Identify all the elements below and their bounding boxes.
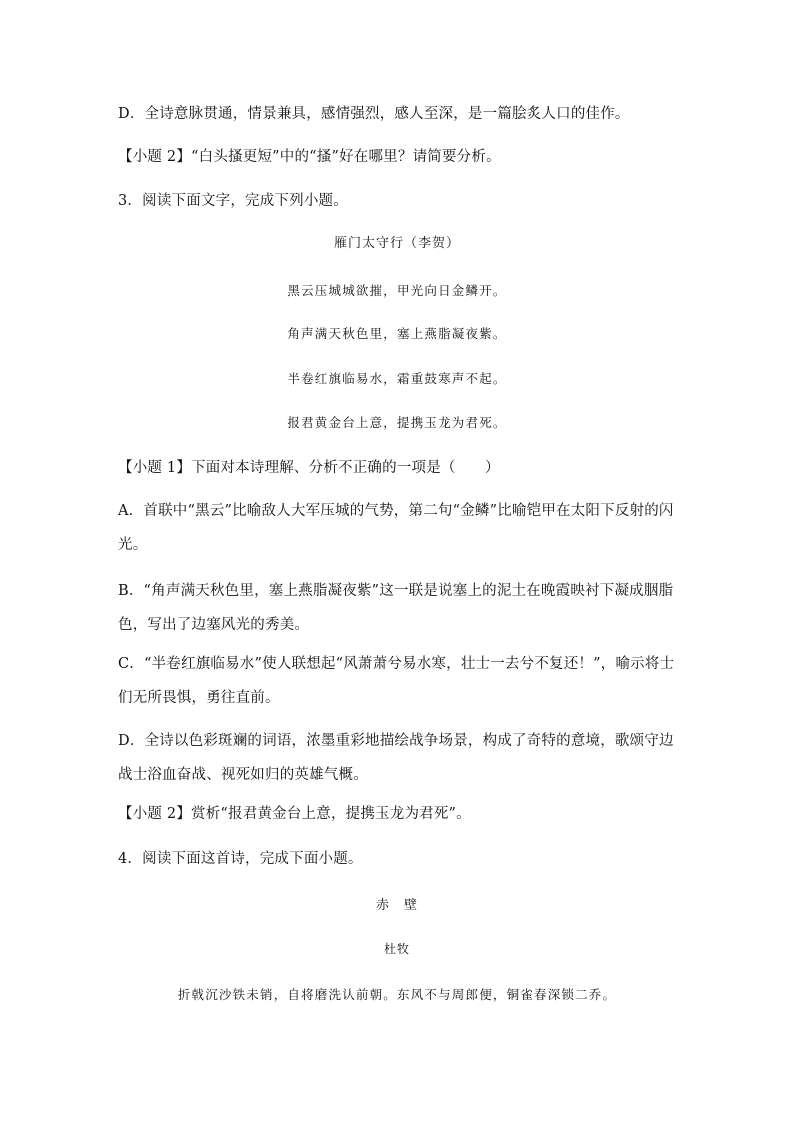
q3-poem-line-2: 角声满天秋色里，塞上燕脂凝夜紫。: [287, 326, 507, 341]
q3-poem-line-1: 黑云压城城欲摧，甲光向日金鳞开。: [287, 283, 507, 298]
q3-option-a: A．首联中“黑云”比喻敌人大军压城的气势，第二句“金鳞”比喻铠甲在太阳下反射的闪光。: [118, 503, 674, 553]
q2-subquestion-2: 【小题 2】“白头搔更短”中的“搔”好在哪里？请简要分析。: [118, 149, 501, 165]
q3-intro: 3．阅读下面文字，完成下列小题。: [118, 193, 348, 209]
q4-poem-line: 折戟沉沙铁未销，自将磨洗认前朝。东风不与周郎便，铜雀春深锁二乔。: [177, 987, 617, 1002]
q3-subquestion-1: 【小题 1】下面对本诗理解、分析不正确的一项是（ ）: [118, 460, 500, 476]
q3-poem-line-3: 半卷红旗临易水，霜重鼓寒声不起。: [287, 371, 507, 386]
q3-option-d: D．全诗以色彩斑斓的词语，浓墨重彩地描绘战争场景，构成了奇特的意境，歌颂守边战士浴血奋战、视死如归的英雄气概。: [118, 733, 674, 783]
q3-option-b: B．“角声满天秋色里，塞上燕脂凝夜紫”这一联是说塞上的泥土在晚霞映衬下凝成胭脂色，写出了边塞风光的秀美。: [118, 583, 674, 633]
q3-option-c: C．“半卷红旗临易水”使人联想起“风萧萧兮易水寒，壮士一去兮不复还！”，喻示将士们无所畏惧，勇往直前。: [118, 656, 675, 706]
q4-poem-title: 赤 壁: [375, 898, 418, 913]
q3-subquestion-2: 【小题 2】赏析“报君黄金台上意，提携玉龙为君死”。: [118, 806, 471, 822]
q4-poem-author: 杜牧: [383, 942, 410, 956]
q4-intro: 4．阅读下面这首诗，完成下面小题。: [118, 851, 363, 867]
q3-poem-title: 雁门太守行（李贺）: [333, 236, 460, 251]
q2-option-d: D．全诗意脉贯通，情景兼具，感情强烈，感人至深，是一篇脍炙人口的佳作。: [118, 106, 630, 122]
q3-poem-line-4: 报君黄金台上意，提携玉龙为君死。: [287, 415, 507, 430]
